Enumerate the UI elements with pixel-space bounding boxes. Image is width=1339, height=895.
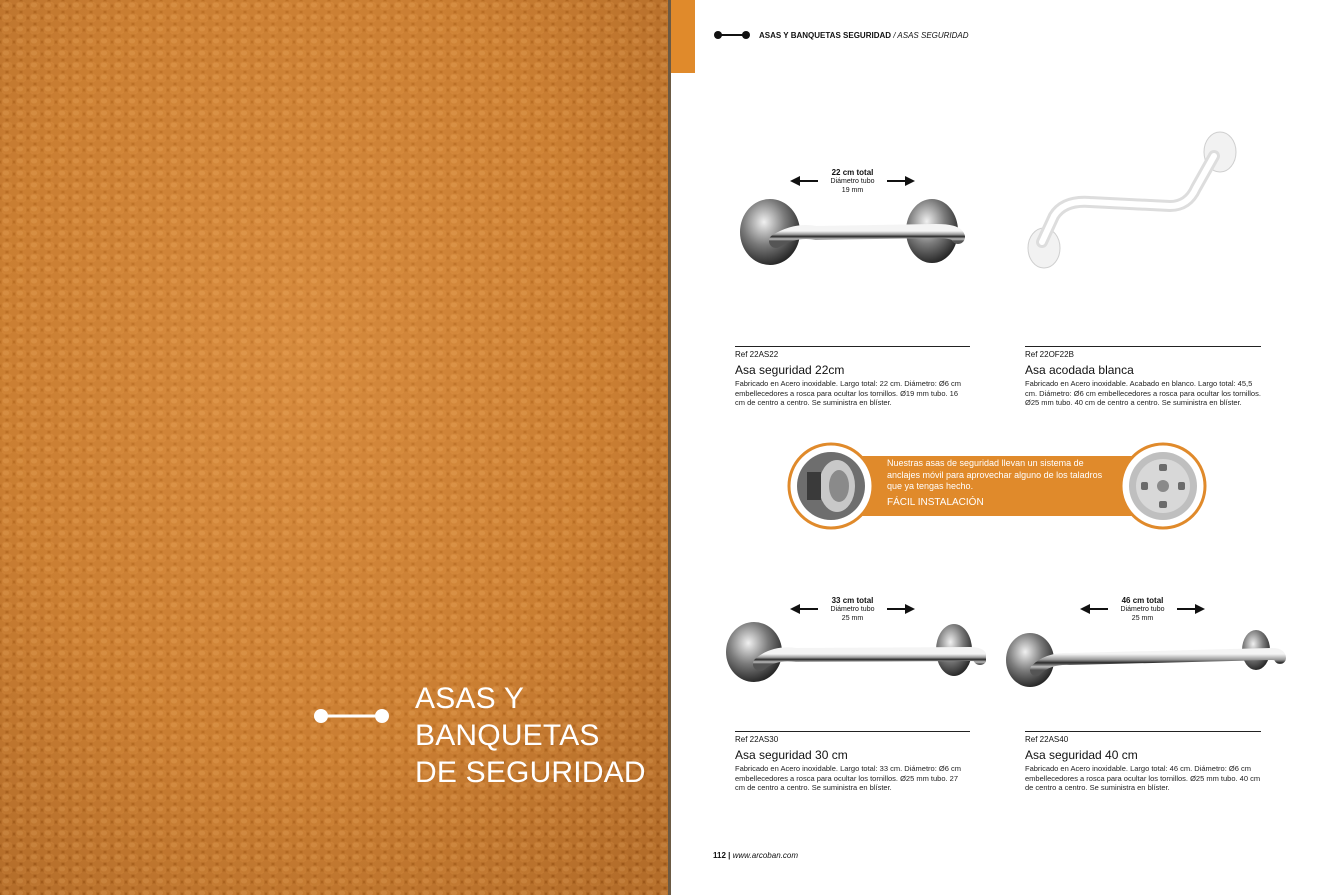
- dimension-tube-value: 19 mm: [841, 187, 864, 194]
- cover-title-line: ASAS Y: [415, 682, 525, 715]
- product-rule: [1025, 731, 1261, 732]
- installation-banner: [787, 442, 1207, 530]
- footer-separator: |: [728, 851, 731, 860]
- dimension-tube-label: Diámetro tubo: [1120, 606, 1165, 613]
- dimension-total: 33 cm total: [831, 596, 874, 605]
- product-description: Fabricado en Acero inoxidable. Largo total: 33 cm. Diámetro: Ø6 cm embellecedores a rosca para ocultar los tornillos. Ø25 mm tubo. 27 cm de centro a centro. Se suministra en blíster.: [735, 764, 961, 792]
- section-header: [759, 31, 969, 40]
- anchor-detail-image: [787, 442, 875, 530]
- product-card: [735, 346, 970, 408]
- grab-bar-22cm-image: [736, 195, 966, 275]
- section-title: ASAS Y BANQUETAS SEGURIDAD: [759, 31, 892, 40]
- subsection-title: / ASAS SEGURIDAD: [893, 31, 969, 40]
- grab-bar-30cm-image: [724, 620, 986, 690]
- dimension-callout: [790, 596, 915, 623]
- double-arrow-icon: [790, 603, 915, 615]
- dimension-tube-value: 25 mm: [841, 615, 864, 622]
- dimension-total: 22 cm total: [831, 168, 874, 177]
- product-rule: [735, 346, 970, 347]
- page-footer: [713, 851, 798, 860]
- product-name: Asa seguridad 30 cm: [735, 748, 848, 762]
- product-name: Asa seguridad 22cm: [735, 363, 845, 377]
- double-arrow-icon: [1080, 603, 1205, 615]
- grab-bar-40cm-image: [1004, 628, 1286, 690]
- anchor-plate-image: [1119, 442, 1207, 530]
- product-card: [1025, 731, 1261, 793]
- banner-text: Nuestras asas de seguridad llevan un sistema de anclajes móvil para aprovechar alguno de los taladros que ya tengas hecho.: [887, 458, 1103, 491]
- product-rule: [735, 731, 970, 732]
- dimension-tube-label: Diámetro tubo: [830, 606, 875, 613]
- product-card: [1025, 346, 1261, 408]
- section-tab: [671, 0, 695, 73]
- product-name: Asa seguridad 40 cm: [1025, 748, 1138, 762]
- product-rule: [1025, 346, 1261, 347]
- cover-title-line: DE SEGURIDAD: [415, 756, 646, 789]
- product-description: Fabricado en Acero inoxidable. Largo total: 46 cm. Diámetro: Ø6 cm embellecedores a rosca para ocultar los tornillos. Ø25 mm tubo. 40 cm de centro a centro. Se suministra en blíster.: [1025, 764, 1261, 792]
- cover-title: [415, 680, 646, 791]
- page-number: 112: [713, 851, 726, 860]
- product-ref: Ref 22AS30: [735, 735, 779, 744]
- double-arrow-icon: [790, 175, 915, 187]
- product-card: [735, 731, 970, 793]
- product-ref: Ref 22OF22B: [1025, 350, 1074, 359]
- product-description: Fabricado en Acero inoxidable. Acabado en blanco. Largo total: 45,5 cm. Diámetro: Ø6 cm embellecedores a rosca para ocultar los tornillos. Ø25 mm tubo. 40 cm de centro a centro. Se suministra en blíster.: [1025, 379, 1261, 407]
- product-ref: Ref 22AS40: [1025, 735, 1069, 744]
- grab-bar-header-icon: [713, 30, 751, 40]
- dimension-total: 46 cm total: [1121, 596, 1164, 605]
- product-description: Fabricado en Acero inoxidable. Largo total: 22 cm. Diámetro: Ø6 cm embellecedores a rosca para ocultar los tornillos. Ø19 mm tubo. 16 cm de centro a centro. Se suministra en blíster.: [735, 379, 961, 407]
- banner-cta: FÁCIL INSTALACIÓN: [887, 497, 984, 508]
- product-name: Asa acodada blanca: [1025, 363, 1134, 377]
- dimension-tube-label: Diámetro tubo: [830, 178, 875, 185]
- cover-title-line: BANQUETAS: [415, 719, 600, 752]
- dimension-callout: [1080, 596, 1205, 623]
- grab-bar-logo-icon: [312, 705, 392, 727]
- product-ref: Ref 22AS22: [735, 350, 779, 359]
- angled-grab-bar-image: [1020, 130, 1245, 270]
- dimension-tube-value: 25 mm: [1131, 615, 1154, 622]
- dimension-callout: [790, 168, 915, 195]
- website-link[interactable]: www.arcoban.com: [732, 851, 798, 860]
